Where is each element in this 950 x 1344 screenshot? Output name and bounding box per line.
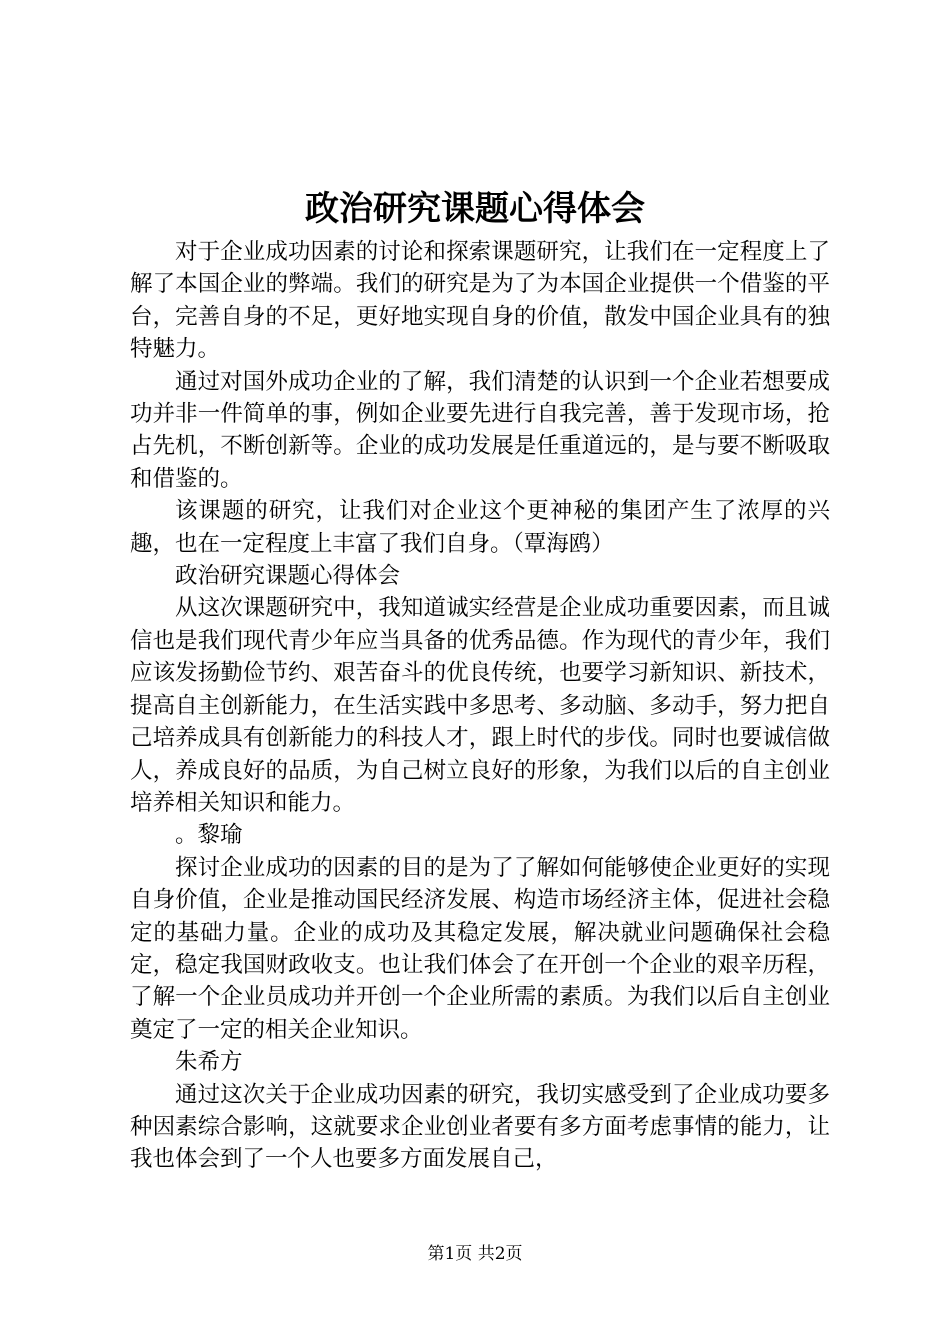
paragraph: 该课题的研究，让我们对企业这个更神秘的集团产生了浓厚的兴趣，也在一定程度上丰富了我们自身。（覃海鸥） (130, 498, 830, 557)
paragraph: 从这次课题研究中，我知道诚实经营是企业成功重要因素，而且诚信也是我们现代青少年应当具备的优秀品德。作为现代的青少年，我们应该发扬勤俭节约、艰苦奋斗的优良传统，也要学习新知识、新技术，提高自主创新能力，在生活实践中多思考、多动脑、多动手，努力把自己培养成具有创新能力的科技人才，跟上时代的步伐。同时也要诚信做人，养成良好的品质，为自己树立良好的形象，为我们以后的自主创业培养相关知识和能力。 (130, 595, 830, 816)
paragraph: 探讨企业成功的因素的目的是为了了解如何能够使企业更好的实现自身价值，企业是推动国民经济发展、构造市场经济主体，促进社会稳定的基础力量。企业的成功及其稳定发展，解决就业问题确保社会稳定，稳定我国财政收支。也让我们体会了在开创一个企业的艰辛历程，了解一个企业员成功并开创一个企业所需的素质。为我们以后自主创业奠定了一定的相关企业知识。 (130, 854, 830, 1043)
author-signature: 。黎瑜 (175, 822, 243, 849)
paragraph: 通过这次关于企业成功因素的研究，我切实感受到了企业成功要多种因素综合影响，这就要求企业创业者要有多方面考虑事情的能力，让我也体会到了一个人也要多方面发展自己， (130, 1081, 830, 1173)
document-title: 政治研究课题心得体会 (305, 189, 645, 229)
author-signature: 朱希方 (175, 1049, 243, 1076)
paragraph: 通过对国外成功企业的了解，我们清楚的认识到一个企业若想要成功并非一件简单的事，例如企业要先进行自我完善，善于发现市场，抢占先机，不断创新等。企业的成功发展是任重道远的，是与要不断吸取和借鉴的。 (130, 368, 830, 492)
section-heading: 政治研究课题心得体会 (175, 563, 401, 590)
paragraph: 对于企业成功因素的讨论和探索课题研究，让我们在一定程度上了解了本国企业的弊端。我们的研究是为了为本国企业提供一个借鉴的平台，完善自身的不足，更好地实现自身的价值，散发中国企业具有的独特魅力。 (130, 239, 830, 363)
page-footer: 第1页 共2页 (427, 1244, 523, 1264)
document-body (130, 236, 830, 1176)
